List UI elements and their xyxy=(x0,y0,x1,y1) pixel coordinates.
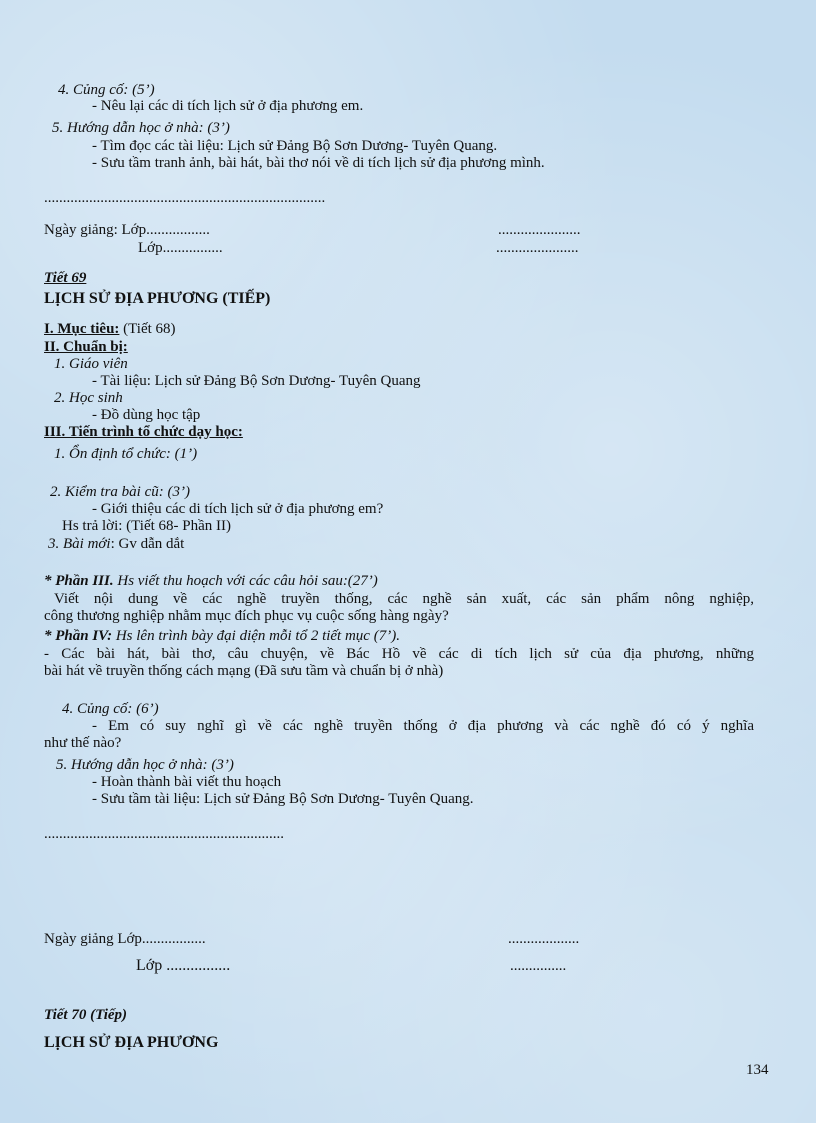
teaching-date-class-4: Lớp ................ xyxy=(136,957,231,974)
teaching-date-fill-3: ................... xyxy=(508,931,580,947)
new-lesson-value: : Gv dẫn dắt xyxy=(110,536,185,552)
teaching-date-fill-1: ...................... xyxy=(498,222,581,238)
teaching-date-class-1: Ngày giảng: Lớp................. xyxy=(44,222,210,238)
part-4-task: Hs lên trình bày đại diện mỗi tổ 2 tiết mục (7’). xyxy=(112,628,400,644)
page-number: 134 xyxy=(746,1062,769,1078)
consolidation-item: - Nêu lại các di tích lịch sử ở địa phương em. xyxy=(92,98,364,114)
student-heading: 2. Học sinh xyxy=(54,390,123,406)
teacher-heading: 1. Giáo viên xyxy=(54,356,128,372)
part-4-heading xyxy=(44,628,400,644)
part-3-task: Hs viết thu hoạch với các câu hỏi sau:(27’) xyxy=(113,573,378,589)
teaching-date-fill-2: ...................... xyxy=(496,240,579,256)
teacher-item: - Tài liệu: Lịch sử Đảng Bộ Sơn Dương- Tuyên Quang xyxy=(92,373,421,389)
part-4-label: * Phần IV: xyxy=(44,628,113,644)
teaching-date-fill-4: ............... xyxy=(510,958,567,974)
objectives-label: I. Mục tiêu: xyxy=(44,321,120,337)
homework-item-3: - Hoàn thành bài viết thu hoạch xyxy=(92,774,282,790)
process-heading: III. Tiến trình tổ chức dạy học: xyxy=(44,424,243,440)
teaching-date-class-2: Lớp................ xyxy=(138,240,223,256)
objectives-line xyxy=(44,321,176,337)
review-heading: 2. Kiểm tra bài cũ: (3’) xyxy=(50,484,190,500)
consolidation-body-line-2: như thế nào? xyxy=(44,735,122,751)
objectives-value: (Tiết 68) xyxy=(119,321,176,337)
preparation-heading: II. Chuẩn bị: xyxy=(44,339,128,355)
consolidation-heading-2: 4. Củng cố: (6’) xyxy=(62,701,159,717)
part-3-body-line-2: công thương nghiệp nhằm mục đích phục vụ cuộc sống hàng ngày? xyxy=(44,608,449,624)
teaching-date-class-3: Ngày giảng Lớp................. xyxy=(44,931,206,947)
homework-heading-2: 5. Hướng dẫn học ở nhà: (3’) xyxy=(56,757,234,773)
part-3-label: * Phần III. xyxy=(44,573,114,589)
part-4-body-line-1: - Các bài hát, bài thơ, câu chuyện, về Bác Hồ về các di tích lịch sử của địa phương, những xyxy=(44,646,754,662)
part-3-body-line-1: Viết nội dung về các nghề truyền thống, các nghề sản xuất, các sản phẩm nông nghiệp, xyxy=(54,591,754,607)
homework-item-1: - Tìm đọc các tài liệu: Lịch sử Đảng Bộ Sơn Dương- Tuyên Quang. xyxy=(92,138,498,154)
part-4-body-line-2: bài hát về truyền thống cách mạng (Đã sưu tầm và chuẩn bị ở nhà) xyxy=(44,663,444,679)
new-lesson-line xyxy=(48,536,184,552)
review-question: - Giới thiệu các di tích lịch sử ở địa phương em? xyxy=(92,501,384,517)
separator-dots-2: ................................................................ xyxy=(44,826,284,842)
student-item: - Đồ dùng học tập xyxy=(92,407,201,423)
homework-item-4: - Sưu tầm tài liệu: Lịch sử Đảng Bộ Sơn Dương- Tuyên Quang. xyxy=(92,791,474,807)
consolidation-heading: 4. Củng cố: (5’) xyxy=(58,82,155,98)
separator-dots: ........................................................................... xyxy=(44,190,326,206)
homework-item-2: - Sưu tầm tranh ảnh, bài hát, bài thơ nói về di tích lịch sử địa phương mình. xyxy=(92,155,545,171)
consolidation-body-line-1: - Em có suy nghĩ gì về các nghề truyền thống ở địa phương và các nghề đó có ý nghĩa xyxy=(92,718,754,734)
new-lesson-label: 3. Bài mới xyxy=(48,536,111,552)
lesson-number-70: Tiết 70 (Tiếp) xyxy=(44,1007,128,1023)
organization-heading: 1. Ổn định tổ chức: (1’) xyxy=(54,446,198,462)
homework-heading: 5. Hướng dẫn học ở nhà: (3’) xyxy=(52,120,230,136)
part-3-heading xyxy=(44,573,378,589)
lesson-number: Tiết 69 xyxy=(44,270,87,286)
review-answer: Hs trả lời: (Tiết 68- Phần II) xyxy=(62,518,232,534)
lesson-title-70: LỊCH SỬ ĐỊA PHƯƠNG xyxy=(44,1034,219,1051)
lesson-title: LỊCH SỬ ĐỊA PHƯƠNG (TIẾP) xyxy=(44,290,271,307)
